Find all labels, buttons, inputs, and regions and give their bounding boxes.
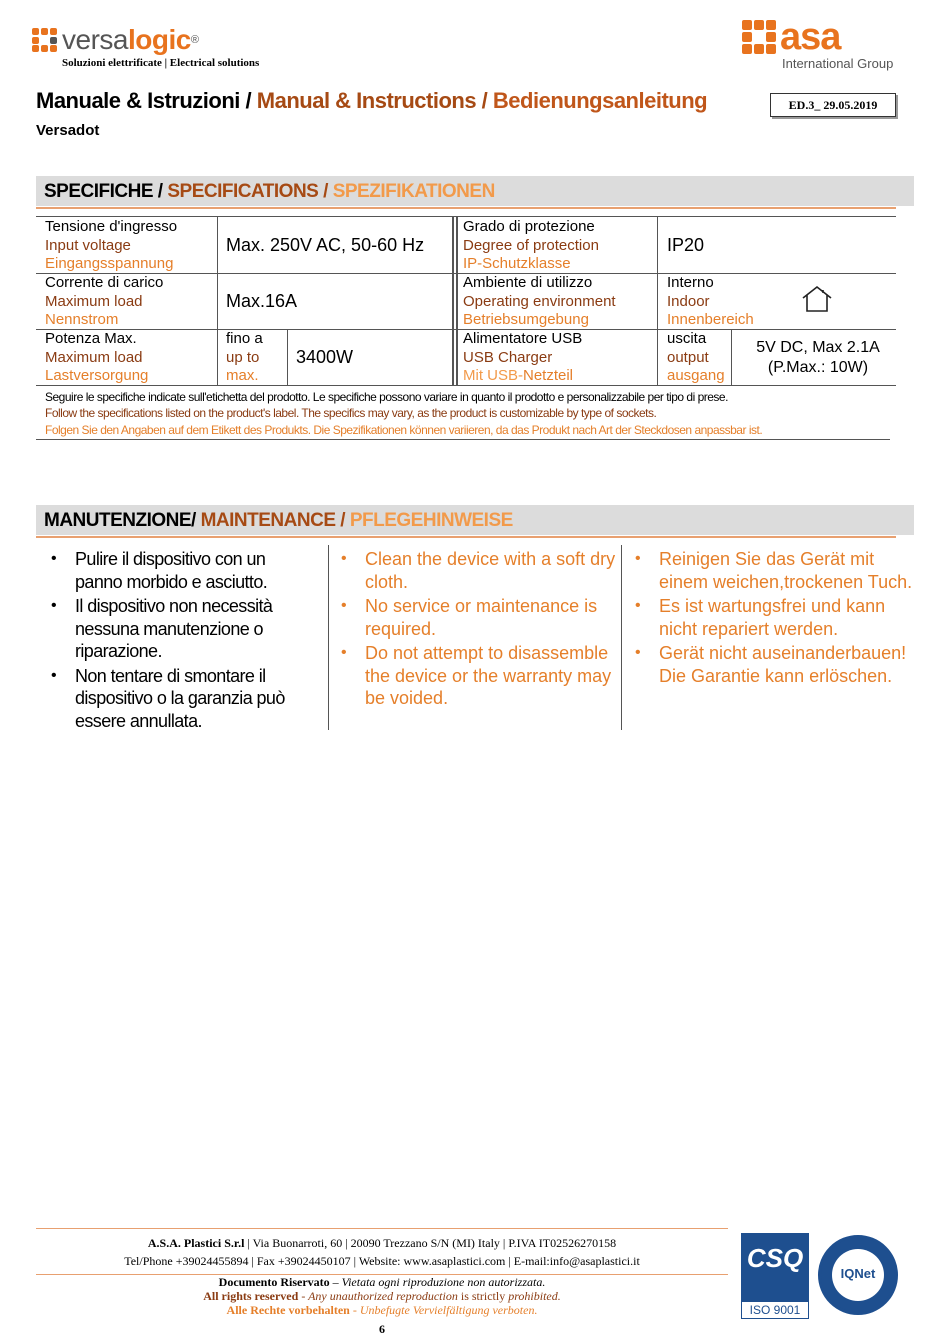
spec-label-load-current: Corrente di carico Maximum load Nennstrom bbox=[45, 274, 164, 328]
page-title bbox=[36, 88, 707, 114]
csq-logo-text: CSQ bbox=[746, 1243, 804, 1273]
spec-note-it: Seguire le specifiche indicate sull'etichetta del prodotto. Le specifiche possono variare in quanto il prodotto e personalizzabile per tipo di prese. bbox=[45, 390, 728, 404]
note-underline bbox=[36, 439, 890, 440]
spec-sub-usb-output: uscita output ausgang bbox=[667, 330, 725, 384]
footer-contacts: Tel/Phone +39024455894 | Fax +39024450107 | Website: www.asaplastici.com | E-mail:info@asaplastici.it bbox=[124, 1254, 640, 1268]
spec-value-environment: Interno Indoor Innenbereich bbox=[667, 274, 754, 328]
asa-wordmark: asa bbox=[780, 16, 841, 58]
section-divider bbox=[36, 207, 896, 209]
footer-reserved-en: All rights reserved - Any unauthorized reproduction is strictly prohibited. bbox=[203, 1289, 561, 1303]
spec-label-usb-charger: Alimentatore USB USB Charger Mit USB-Netzteil bbox=[463, 330, 583, 384]
iqnet-logo-text: IQNet bbox=[840, 1266, 876, 1281]
table-col-divider bbox=[657, 216, 658, 385]
table-col-divider bbox=[217, 216, 218, 385]
list-item: • Pulire il dispositivo con un panno morbido e asciutto. bbox=[45, 548, 315, 593]
footer-divider bbox=[36, 1228, 728, 1229]
maintenance-list-de bbox=[629, 548, 914, 689]
table-col-divider bbox=[452, 216, 454, 385]
spec-value-usb-output: 5V DC, Max 2.1A (P.Max.: 10W) bbox=[756, 339, 880, 376]
table-col-divider bbox=[731, 329, 732, 385]
table-col-divider bbox=[287, 329, 288, 385]
table-col-divider bbox=[456, 216, 458, 385]
spec-value-protection: IP20 bbox=[667, 235, 705, 255]
list-item: • Clean the device with a soft dry cloth. bbox=[335, 548, 620, 593]
list-item: • Do not attempt to disassemble the device or the warranty may be voided. bbox=[335, 642, 620, 710]
page-number: 6 bbox=[379, 1322, 385, 1336]
indoor-house-icon bbox=[800, 285, 834, 313]
versalogic-wordmark: versalogic® bbox=[62, 24, 199, 55]
footer-reserved-de: Alle Rechte vorbehalten - Unbefugte Vervielfältigung verboten. bbox=[226, 1303, 538, 1317]
spec-value-max-power: 3400W bbox=[296, 347, 354, 367]
spec-value-load-current: Max.16A bbox=[226, 291, 298, 311]
spec-label-max-power: Potenza Max. Maximum load Lastversorgung bbox=[45, 330, 149, 384]
maintenance-list-it bbox=[45, 548, 315, 734]
maintenance-heading: MANUTENZIONE/ MAINTENANCE / PFLEGEHINWEISE bbox=[36, 505, 914, 535]
list-item: • Es ist wartungsfrei und kann nicht repariert werden. bbox=[629, 595, 914, 640]
asa-logo bbox=[742, 16, 841, 58]
title-de: Bedienungsanleitung bbox=[492, 88, 708, 113]
list-item: • No service or maintenance is required. bbox=[335, 595, 620, 640]
section-divider bbox=[36, 536, 896, 538]
maintenance-col-divider bbox=[328, 545, 329, 730]
spec-sub-max-power: fino a up to max. bbox=[226, 330, 263, 384]
list-item: • Gerät nicht auseinanderbauen! Die Garantie kann erlöschen. bbox=[629, 642, 914, 687]
spec-label-input-voltage: Tensione d'ingresso Input voltage Eingangsspannung bbox=[45, 218, 178, 272]
asa-subtitle: International Group bbox=[782, 56, 894, 71]
specifications-heading: SPECIFICHE / SPECIFICATIONS / SPEZIFIKATIONEN bbox=[36, 176, 914, 206]
versalogic-logo-mark-icon bbox=[32, 28, 58, 52]
spec-value-input-voltage: Max. 250V AC, 50-60 Hz bbox=[226, 235, 425, 255]
spec-note-de: Folgen Sie den Angaben auf dem Etikett des Produkts. Die Spezifikationen können variieren, da das Produkt nach Art der Steckdosen anpassbar ist. bbox=[45, 423, 763, 437]
maintenance-list-en bbox=[335, 548, 620, 712]
title-en: Manual & Instructions / bbox=[256, 88, 488, 113]
edition-badge: ED.3_ 29.05.2019 bbox=[770, 93, 896, 117]
footer-reserved-it: Documento Riservato – Vietata ogni riproduzione non autorizzata. bbox=[218, 1275, 546, 1289]
spec-label-protection: Grado di protezione Degree of protection IP-Schutzklasse bbox=[463, 218, 599, 272]
title-it: Manuale & Istruzioni / bbox=[36, 88, 252, 113]
table-border-top bbox=[36, 216, 896, 217]
spec-note-en: Follow the specifications listed on the product's label. The specifics may vary, as the product is customizable by type of sockets. bbox=[45, 406, 657, 420]
list-item: • Non tentare di smontare il dispositivo o la garanzia può essere annullata. bbox=[45, 665, 315, 733]
maintenance-col-divider bbox=[621, 545, 622, 730]
versalogic-logo bbox=[32, 26, 198, 54]
spec-label-environment: Ambiente di utilizzo Operating environment Betriebsumgebung bbox=[463, 274, 616, 328]
list-item: • Il dispositivo non necessità nessuna manutenzione o riparazione. bbox=[45, 595, 315, 663]
asa-logo-mark-icon bbox=[742, 20, 776, 54]
product-name: Versadot bbox=[36, 122, 100, 139]
versalogic-subtitle: Soluzioni elettrificate | Electrical solutions bbox=[62, 57, 260, 69]
footer-address: A.S.A. Plastici S.r.l | Via Buonarroti, 60 | 20090 Trezzano S/N (MI) Italy | P.IVA IT02526270158 bbox=[147, 1236, 617, 1250]
list-item: • Reinigen Sie das Gerät mit einem weichen,trockenen Tuch. bbox=[629, 548, 914, 593]
iso-9001-label: ISO 9001 bbox=[741, 1301, 809, 1319]
